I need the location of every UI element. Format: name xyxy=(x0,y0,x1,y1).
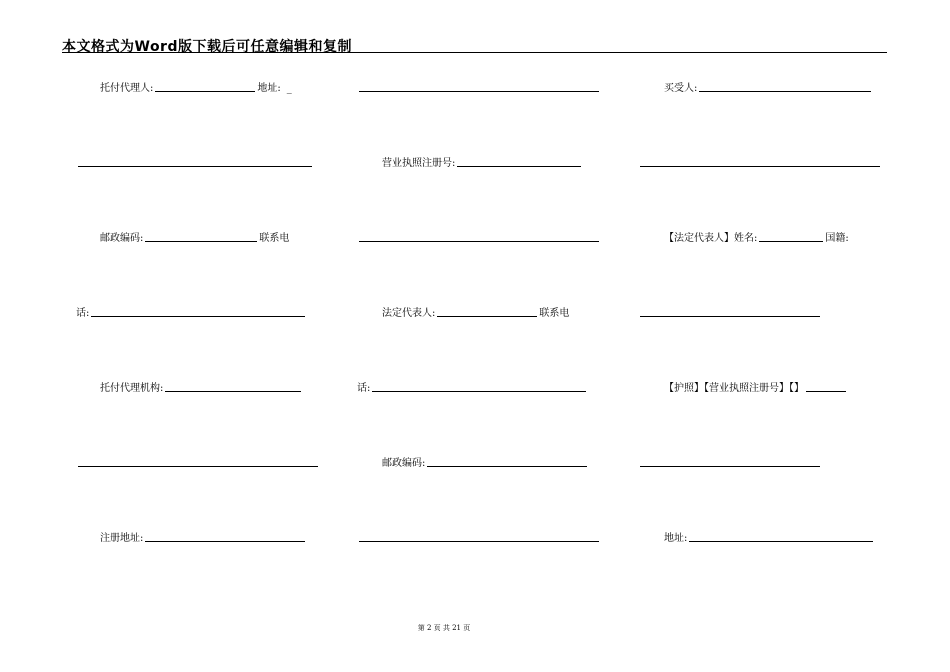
business-reg-label: 营业执照注册号: xyxy=(382,158,456,169)
legal-rep-name-label: 【法定代表人】姓名: xyxy=(664,233,758,244)
address-line-2 xyxy=(664,528,875,544)
document-header-title: 本文格式为Word版下载后可任意编辑和复制 xyxy=(62,39,352,55)
address-label: 地址: xyxy=(257,83,281,94)
blank-line-r6c1 xyxy=(76,453,320,469)
blank-r7c2[interactable] xyxy=(359,540,599,542)
phone-blank-2[interactable] xyxy=(372,390,586,392)
buyer-label: 买受人: xyxy=(664,83,698,94)
address-label-2: 地址: xyxy=(664,533,688,544)
agency-label: 托付代理机构: xyxy=(100,383,164,394)
blank-r3c2[interactable] xyxy=(359,240,599,242)
blank-r2c3[interactable] xyxy=(640,165,880,167)
nationality-label: 国籍: xyxy=(825,233,849,244)
postcode-blank-2[interactable] xyxy=(427,465,587,467)
passport-blank[interactable] xyxy=(806,390,846,392)
phone-label-continued: 话: xyxy=(76,308,90,319)
business-reg-line xyxy=(382,153,583,169)
buyer-blank[interactable] xyxy=(699,90,871,92)
phone-blank[interactable] xyxy=(91,315,305,317)
blank-line-r4c3 xyxy=(638,303,822,319)
register-address-blank[interactable] xyxy=(145,540,305,542)
agent-label: 托付代理人: xyxy=(100,83,154,94)
blank-line-r7c2 xyxy=(357,528,601,544)
phone-label-continued-2: 话: xyxy=(357,383,371,394)
postcode-label-2: 邮政编码: xyxy=(382,458,426,469)
agent-line xyxy=(100,78,292,94)
blank-line-r3c2 xyxy=(357,228,601,244)
blank-line-r2c3 xyxy=(638,153,882,169)
agent-blank[interactable] xyxy=(155,90,255,92)
postcode-label: 邮政编码: xyxy=(100,233,144,244)
phone-line xyxy=(76,303,307,319)
blank-r6c3[interactable] xyxy=(640,465,820,467)
blank-r6c1[interactable] xyxy=(78,465,318,467)
legal-rep-line xyxy=(382,303,569,319)
agency-blank[interactable] xyxy=(165,390,301,392)
buyer-line xyxy=(664,78,873,94)
blank-line-r2c1 xyxy=(76,153,314,169)
business-reg-blank[interactable] xyxy=(457,165,581,167)
address-blank[interactable] xyxy=(359,90,599,92)
phone-line-2 xyxy=(357,378,588,394)
postcode-line xyxy=(100,228,289,244)
register-address-line xyxy=(100,528,307,544)
passport-label: 【护照】【营业执照注册号】【】 xyxy=(664,383,804,394)
address-blank-2[interactable] xyxy=(689,540,873,542)
agency-line xyxy=(100,378,303,394)
register-address-label: 注册地址: xyxy=(100,533,144,544)
header-divider xyxy=(62,52,887,53)
passport-line xyxy=(664,378,848,394)
legal-rep-blank[interactable] xyxy=(437,315,537,317)
address-continuation-line xyxy=(357,78,601,94)
legal-rep-name-line xyxy=(664,228,849,244)
blank-r4c3[interactable] xyxy=(640,315,820,317)
postcode-blank[interactable] xyxy=(145,240,257,242)
legal-rep-name-blank[interactable] xyxy=(759,240,823,242)
legal-rep-label: 法定代表人: xyxy=(382,308,436,319)
address-tail: _ xyxy=(286,83,292,94)
blank-r2c1[interactable] xyxy=(78,165,312,167)
phone-label: 联系电 xyxy=(259,233,290,244)
postcode-line-2 xyxy=(382,453,589,469)
phone-label-2: 联系电 xyxy=(539,308,570,319)
blank-line-r6c3 xyxy=(638,453,822,469)
page-number: 第 2 页 共 21 页 xyxy=(417,624,471,632)
